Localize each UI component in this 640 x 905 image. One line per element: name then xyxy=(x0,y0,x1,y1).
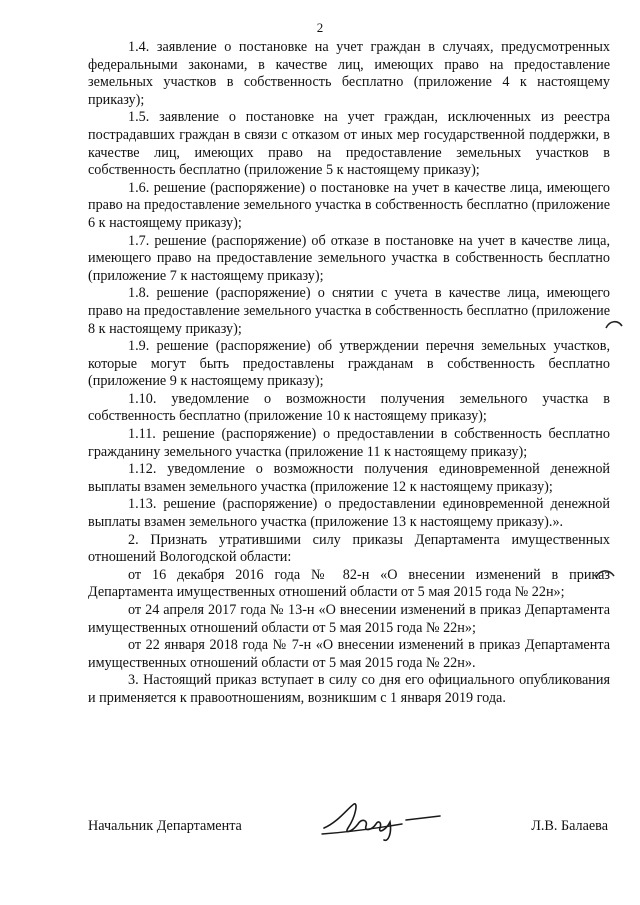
repealed-order-1: от 16 декабря 2016 года № 82-н «О внесении изменений в приказ Департамента имущественных отношений области от 5 мая 2015 года № 22н»; xyxy=(88,566,610,601)
repealed-order-2: от 24 апреля 2017 года № 13-н «О внесении изменений в приказ Департамента имущественных отношений области от 5 мая 2015 года № 22н»; xyxy=(88,602,610,636)
list-item-1-10: 1.10. уведомление о возможности получения земельного участка в собственность бесплатно (приложение 10 к настоящему приказу); xyxy=(88,390,610,425)
signatory-title: Начальник Департамента xyxy=(88,818,242,834)
clause-3: 3. Настоящий приказ вступает в силу со дня его официального опубликования и применяется к правоотношениям, возникшим с 1 января 2019 года. xyxy=(88,672,610,706)
page-number: 2 xyxy=(316,20,324,35)
document-body xyxy=(88,39,610,708)
list-item-1-7: 1.7. решение (распоряжение) об отказе в постановке на учет в качестве лица, имеющего право на предоставление земельного участка в собственность бесплатно (приложение 7 к настоящему приказу); xyxy=(88,232,610,284)
list-item-1-5: 1.5. заявление о постановке на учет граждан, исключенных из реестра пострадавших граждан в связи с отказом от иных мер государственной поддержки, в качестве лиц, имеющих право на предоставление земельных участков в собственность бесплатно (приложение 5 к настоящему приказу); xyxy=(88,109,610,179)
signatory-name: Л.В. Балаева xyxy=(531,818,608,834)
repealed-order-3: от 22 января 2018 года № 7-н «О внесении изменений в приказ Департамента имущественных отношений области от 5 мая 2015 года № 22н». xyxy=(88,637,610,671)
clause-2-intro: 2. Признать утратившими силу приказы Департамента имущественных отношений Вологодской области: xyxy=(88,531,610,566)
list-item-1-9: 1.9. решение (распоряжение) об утверждении перечня земельных участков, которые могут быть предоставлены гражданам в собственность бесплатно (приложение 9 к настоящему приказу); xyxy=(88,338,610,390)
list-item-1-6: 1.6. решение (распоряжение) о постановке на учет в качестве лица, имеющего право на предоставление земельного участка в собственность бесплатно (приложение 6 к настоящему приказу); xyxy=(88,179,610,231)
list-item-1-13: 1.13. решение (распоряжение) о предоставлении единовременной денежной выплаты взамен земельного участка (приложение 13 к настоящему приказу).». xyxy=(88,496,610,531)
list-item-1-12: 1.12. уведомление о возможности получения единовременной денежной выплаты взамен земельного участка (приложение 12 к настоящему приказу); xyxy=(88,461,610,495)
list-item-1-11: 1.11. решение (распоряжение) о предоставлении в собственность бесплатно гражданину земельного участка (приложение 11 к настоящему приказу); xyxy=(88,426,610,460)
list-item-1-4: 1.4. заявление о постановке на учет граждан в случаях, предусмотренных федеральными законами, в качестве лиц, имеющих право на предоставление земельных участков в собственность бесплатно (приложение 4 к настоящему приказу); xyxy=(88,39,610,108)
list-item-1-8: 1.8. решение (распоряжение) о снятии с учета в качестве лица, имеющего право на предоставление земельного участка в собственность бесплатно (приложение 8 к настоящему приказу); xyxy=(88,285,610,337)
signature-block xyxy=(88,808,610,848)
handwritten-signature xyxy=(318,798,448,842)
scan-mark-icon xyxy=(594,567,616,581)
scan-mark-icon xyxy=(604,318,624,332)
